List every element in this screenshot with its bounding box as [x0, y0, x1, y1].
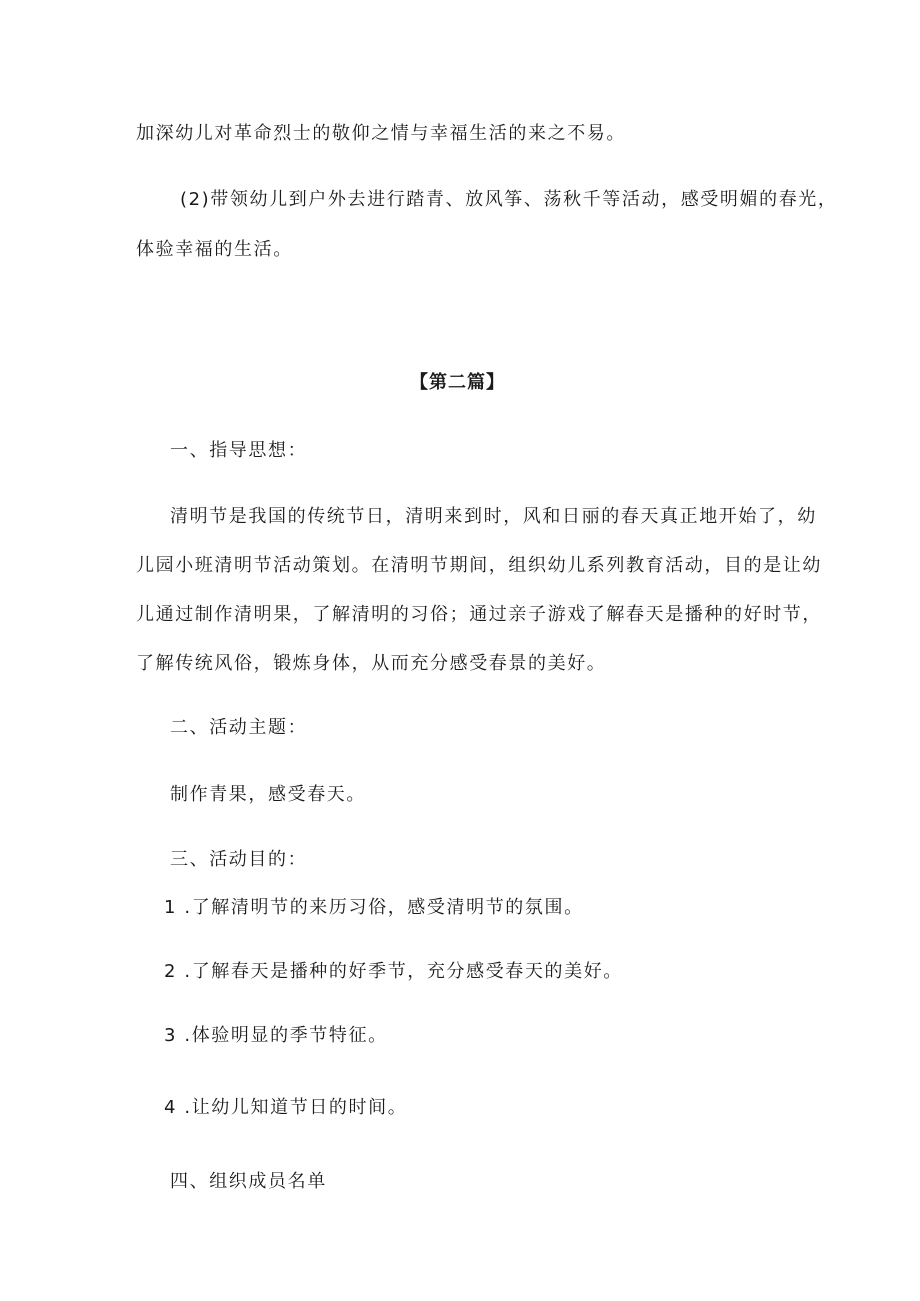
list-item: 3 .体验明显的季节特征。	[164, 1025, 388, 1046]
list-item: 4 .让幼儿知道节日的时间。	[164, 1097, 408, 1118]
paragraph-line: 加深幼儿对革命烈士的敬仰之情与幸福生活的来之不易。	[136, 123, 626, 144]
paragraph-line: 儿园小班清明节活动策划。在清明节期间，组织幼儿系列教育活动，目的是让幼	[136, 555, 822, 576]
paragraph-line: 儿通过制作清明果，了解清明的习俗；通过亲子游戏了解春天是播种的好时节，	[136, 604, 822, 625]
list-item: 1 .了解清明节的来历习俗，感受清明节的氛围。	[164, 897, 584, 918]
paragraph-line: 清明节是我国的传统节日，清明来到时，风和日丽的春天真正地开始了，幼	[170, 506, 817, 527]
paragraph-line: 了解传统风俗，锻炼身体，从而充分感受春景的美好。	[136, 653, 607, 674]
heading-activity-goals: 三、活动目的：	[170, 849, 308, 870]
list-item: 2 .了解春天是播种的好季节，充分感受春天的美好。	[164, 961, 623, 982]
paragraph-line: 体验幸福的生活。	[136, 239, 293, 260]
paragraph-line: (2)带领幼儿到户外去进行踏青、放风筝、荡秋千等活动，感受明媚的春光，	[180, 189, 838, 210]
section-title: 【第二篇】	[410, 372, 505, 393]
heading-organization-members: 四、组织成员名单	[170, 1171, 327, 1192]
heading-activity-theme: 二、活动主题：	[170, 717, 308, 738]
theme-text: 制作青果，感受春天。	[170, 784, 366, 805]
heading-guiding-thought: 一、指导思想：	[170, 440, 308, 461]
